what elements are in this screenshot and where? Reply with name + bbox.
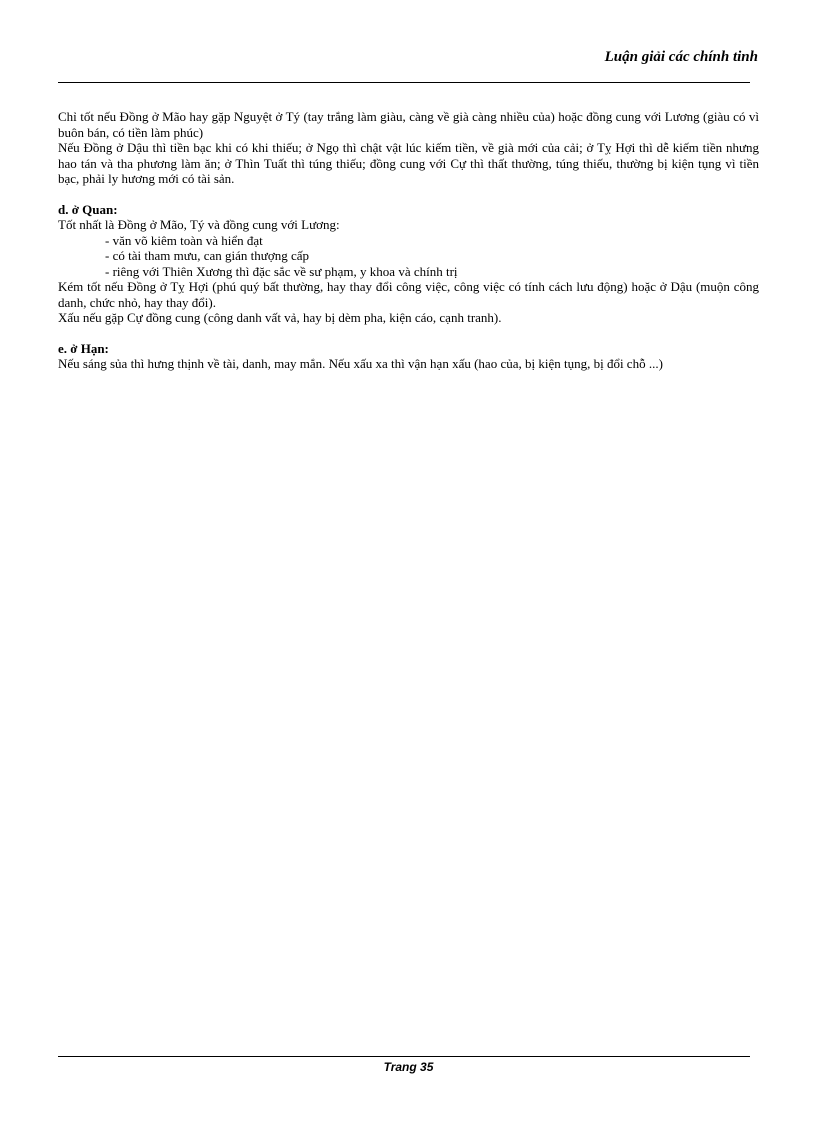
spacer [58, 326, 759, 341]
section-heading-han: e. ở Hạn: [58, 340, 109, 356]
paragraph-quan-intro: Tốt nhất là Đồng ở Mão, Tý và đồng cung với Lương: [58, 217, 340, 232]
paragraph-quan-2: Kém tốt nếu Đồng ở Tỵ Hợi (phú quý bất thường, hay thay đổi công việc, công việc có tính cách lưu động) hoặc ở Dậu (muộn công danh, chức nhỏ, hay thay đổi). [58, 279, 759, 310]
list-item: - có tài tham mưu, can gián thượng cấp [105, 248, 309, 263]
page-number: Trang 35 [383, 1060, 434, 1074]
list-item: - riêng với Thiên Xương thì đặc sắc về sư phạm, y khoa và chính trị [105, 263, 458, 279]
list-item: - văn võ kiêm toàn và hiển đạt [105, 232, 263, 248]
paragraph-intro-2: Nếu Đồng ở Dậu thì tiền bạc khi có khi thiếu; ở Ngọ thì chật vật lúc kiếm tiền, về già mới của cải; ở Tỵ Hợi thì dễ kiếm tiền nhưng hao tán và tha phương làm ăn; ở Thìn Tuất thì túng thiếu; đồng cung với Cự thì thất thường, túng thiếu, thường bị kiện tụng vì tiền bạc, phải ly hương mới có tài sản. [58, 140, 759, 186]
section-heading-quan: d. ở Quan: [58, 201, 118, 217]
footer-divider [58, 1056, 750, 1057]
page-header-title: Luận giải các chính tinh [604, 49, 758, 65]
spacer [58, 187, 759, 202]
paragraph-han-1: Nếu sáng sủa thì hưng thịnh về tài, danh, may mắn. Nếu xấu xa thì vận hạn xấu (hao của, bị kiện tụng, bị đổi chỗ ...) [58, 356, 663, 371]
paragraph-quan-3: Xấu nếu gặp Cự đồng cung (công danh vất vả, hay bị dèm pha, kiện cáo, cạnh tranh). [58, 310, 502, 325]
paragraph-intro-1: Chỉ tốt nếu Đồng ở Mão hay gặp Nguyệt ở Tý (tay trắng làm giàu, càng về già càng nhiều của) hoặc đồng cung với Lương (giàu có vì buôn bán, có tiền làm phúc) [58, 109, 759, 140]
header-divider [58, 82, 750, 83]
page-body [58, 109, 759, 372]
